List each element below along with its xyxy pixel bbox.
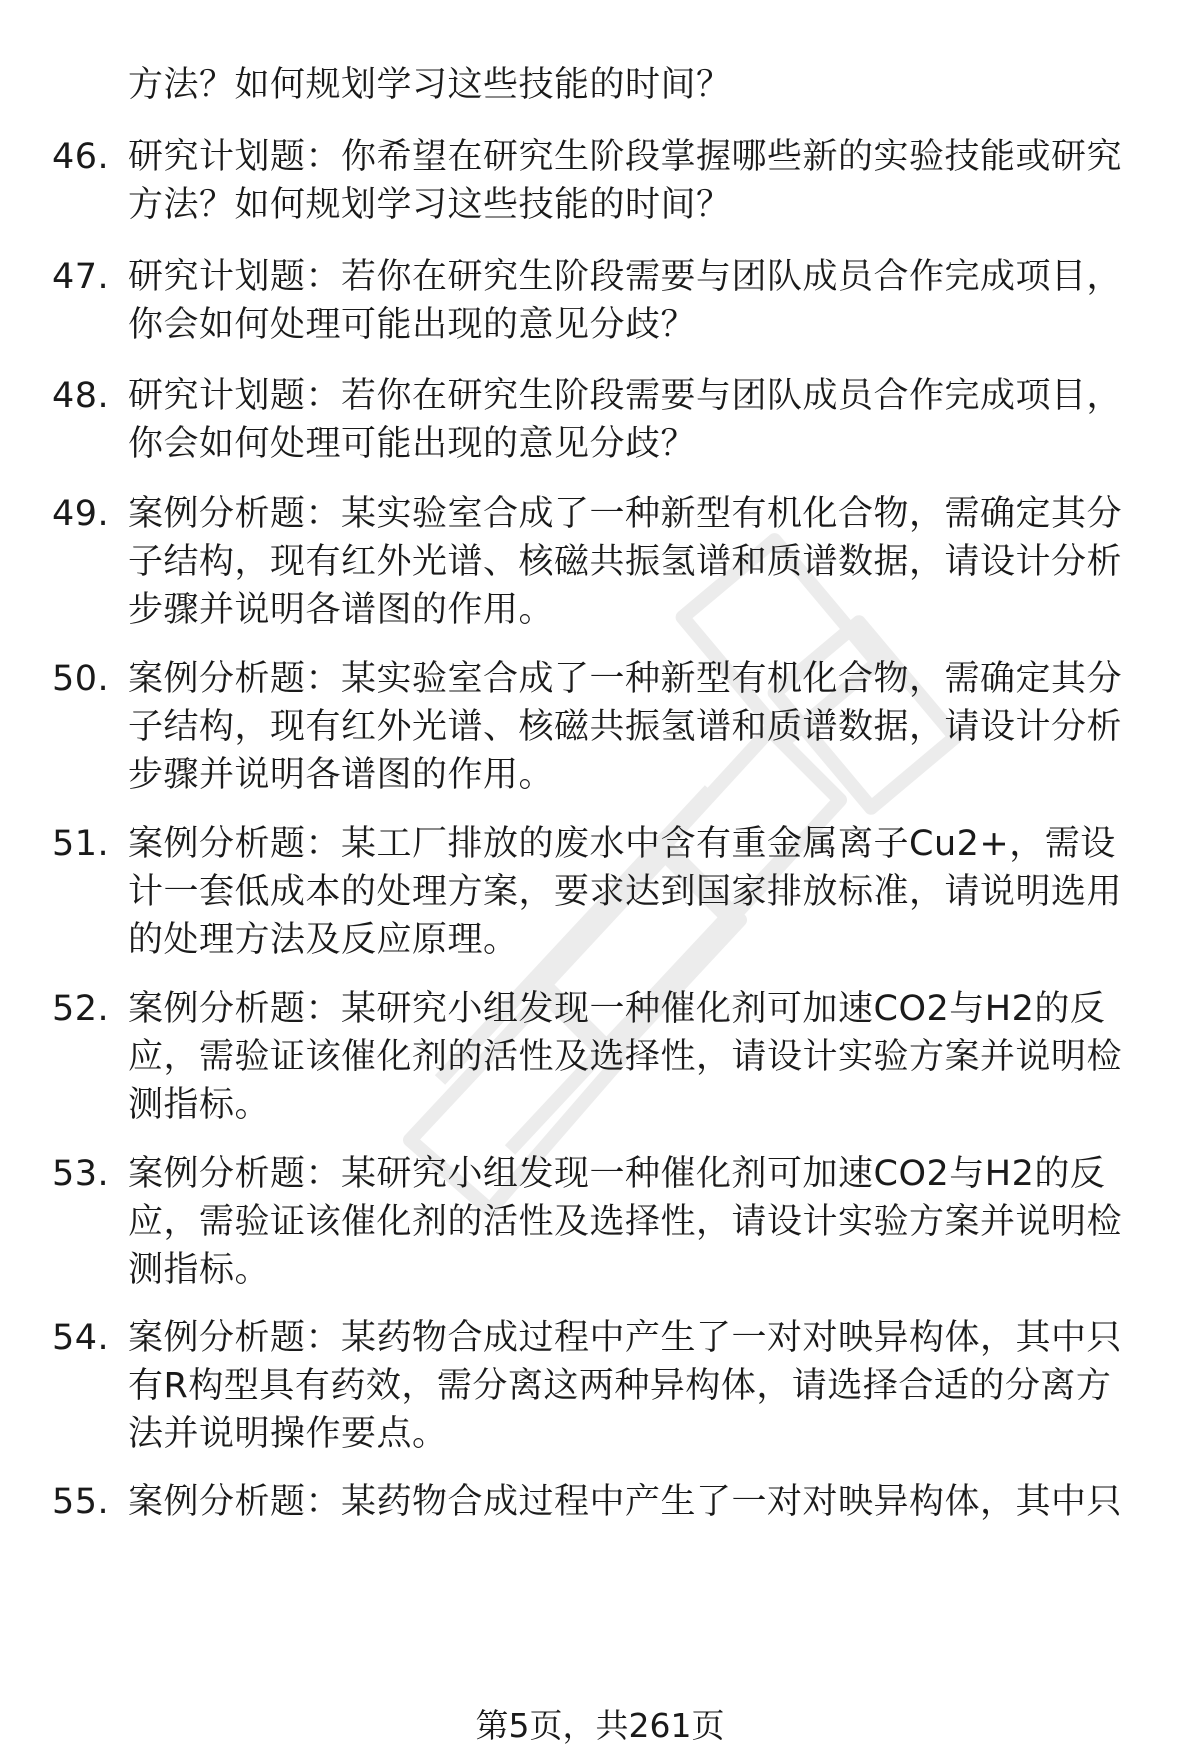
continuation-text: 方法？如何规划学习这些技能的时间？: [128, 65, 732, 105]
question-number: 46.: [52, 137, 110, 177]
question-number: 50.: [52, 659, 110, 699]
question-number: 53.: [52, 1154, 110, 1194]
question-number: 54.: [52, 1318, 110, 1358]
question-number: 48.: [52, 376, 110, 416]
question-number: 52.: [52, 989, 110, 1029]
question-text: 研究计划题：你希望在研究生阶段掌握哪些新的实验技能或研究方法？如何规划学习这些技能的时间？: [128, 137, 1123, 225]
question-number: 47.: [52, 257, 110, 297]
question-text: 案例分析题：某研究小组发现一种催化剂可加速CO2与H2的反应，需验证该催化剂的活性及选择性，请设计实验方案并说明检测指标。: [128, 1154, 1123, 1290]
question-text: 案例分析题：某研究小组发现一种催化剂可加速CO2与H2的反应，需验证该催化剂的活性及选择性，请设计实验方案并说明检测指标。: [128, 989, 1123, 1125]
question-text: 案例分析题：某药物合成过程中产生了一对对映异构体，其中只有R构型具有药效，需分离这两种异构体，请选择合适的分离方法并说明操作要点。: [128, 1318, 1123, 1454]
question-text: 案例分析题：某工厂排放的废水中含有重金属离子Cu2+，需设计一套低成本的处理方案，要求达到国家排放标准，请说明选用的处理方法及反应原理。: [128, 824, 1123, 960]
question-text: 案例分析题：某实验室合成了一种新型有机化合物，需确定其分子结构，现有红外光谱、核磁共振氢谱和质谱数据，请设计分析步骤并说明各谱图的作用。: [128, 494, 1123, 630]
question-text: 研究计划题：若你在研究生阶段需要与团队成员合作完成项目，你会如何处理可能出现的意见分歧？: [128, 376, 1123, 464]
question-text: 研究计划题：若你在研究生阶段需要与团队成员合作完成项目，你会如何处理可能出现的意见分歧？: [128, 257, 1123, 345]
question-text: 案例分析题：某药物合成过程中产生了一对对映异构体，其中只: [128, 1482, 1123, 1522]
question-number: 55.: [52, 1482, 110, 1522]
page-footer: 第5页，共261页: [475, 1706, 725, 1745]
question-number: 51.: [52, 824, 110, 864]
question-text: 案例分析题：某实验室合成了一种新型有机化合物，需确定其分子结构，现有红外光谱、核磁共振氢谱和质谱数据，请设计分析步骤并说明各谱图的作用。: [128, 659, 1123, 795]
question-number: 49.: [52, 494, 110, 534]
